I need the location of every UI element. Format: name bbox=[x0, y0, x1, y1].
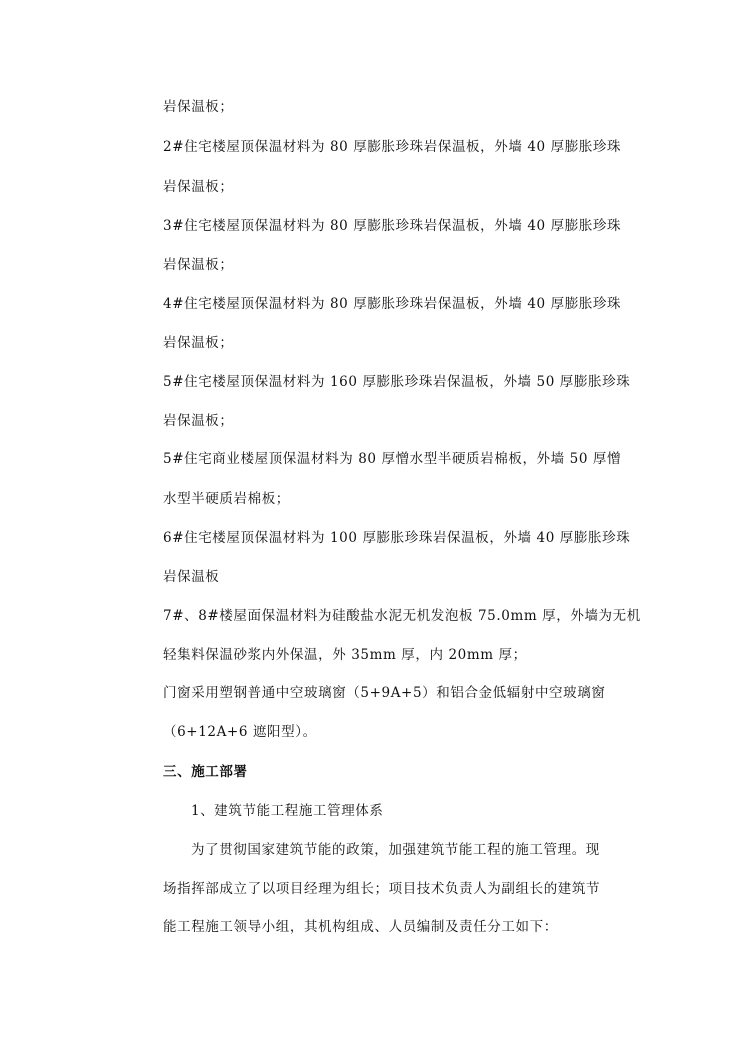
text-line-4: 3#住宅楼屋顶保温材料为 80 厚膨胀珍珠岩保温板，外墙 40 厚膨胀珍珠 bbox=[163, 218, 622, 234]
paragraph-line-1: 为了贯彻国家建筑节能的政策，加强建筑节能工程的施工管理。现 bbox=[191, 842, 600, 858]
text-line-14: 7#、8#楼屋面保温材料为硅酸盐水泥无机发泡板 75.0mm 厚，外墙为无机 bbox=[163, 608, 641, 624]
text-line-6: 4#住宅楼屋顶保温材料为 80 厚膨胀珍珠岩保温板，外墙 40 厚膨胀珍珠 bbox=[163, 296, 622, 312]
text-line-3: 岩保温板； bbox=[163, 179, 234, 195]
text-line-2: 2#住宅楼屋顶保温材料为 80 厚膨胀珍珠岩保温板，外墙 40 厚膨胀珍珠 bbox=[163, 139, 622, 155]
paragraph-line-2: 场指挥部成立了以项目经理为组长；项目技术负责人为副组长的建筑节 bbox=[163, 881, 601, 897]
text-line-8: 5#住宅楼屋顶保温材料为 160 厚膨胀珍珠岩保温板，外墙 50 厚膨胀珍珠 bbox=[163, 374, 631, 390]
text-line-11: 水型半硬质岩棉板； bbox=[163, 491, 290, 507]
subsection-heading: 1、建筑节能工程施工管理体系 bbox=[191, 803, 384, 819]
text-line-15: 轻集料保温砂浆内外保温，外 35mm 厚，内 20mm 厚； bbox=[163, 647, 527, 663]
text-line-13: 岩保温板 bbox=[163, 569, 220, 585]
text-line-10: 5#住宅商业楼屋顶保温材料为 80 厚憎水型半硬质岩棉板，外墙 50 厚憎 bbox=[163, 451, 622, 467]
text-line-9: 岩保温板； bbox=[163, 413, 234, 429]
text-line-12: 6#住宅楼屋顶保温材料为 100 厚膨胀珍珠岩保温板，外墙 40 厚膨胀珍珠 bbox=[163, 530, 631, 546]
text-line-5: 岩保温板； bbox=[163, 257, 234, 273]
text-line-7: 岩保温板； bbox=[163, 335, 234, 351]
text-line-1: 岩保温板； bbox=[163, 99, 234, 115]
section-heading: 三、施工部署 bbox=[163, 764, 248, 780]
paragraph-line-3: 能工程施工领导小组，其机构组成、人员编制及责任分工如下： bbox=[163, 919, 558, 935]
text-line-16: 门窗采用塑钢普通中空玻璃窗（5+9A+5）和铝合金低辐射中空玻璃窗 bbox=[163, 685, 606, 701]
text-line-17: （6+12A+6 遮阳型）。 bbox=[163, 724, 317, 740]
